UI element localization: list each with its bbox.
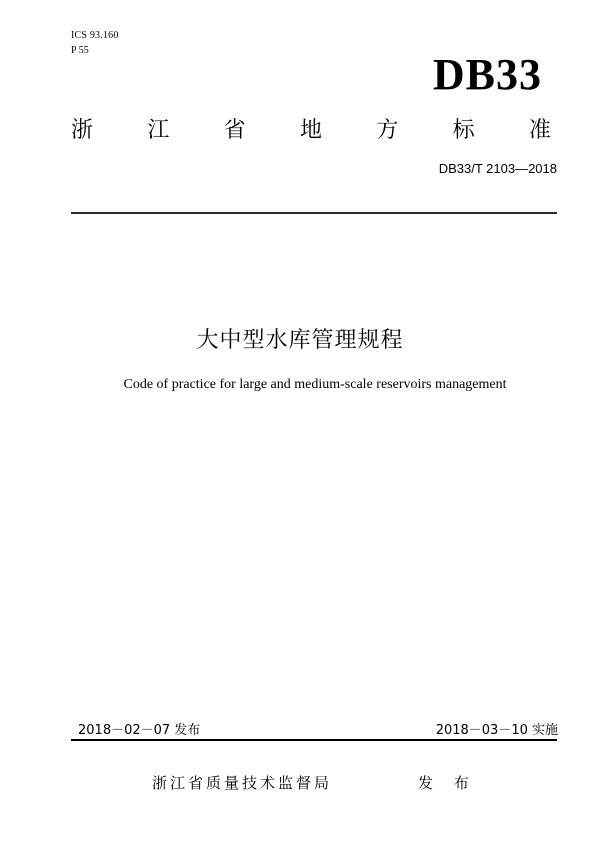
standard-type-char: 标 (452, 118, 475, 143)
standard-type-char: 浙 (71, 118, 94, 143)
issue-label: 发 布 (418, 774, 477, 792)
title-english: Code of practice for large and medium-scale reservoirs management (123, 377, 507, 392)
standard-type-char: 方 (376, 118, 399, 143)
bottom-divider (71, 739, 557, 741)
title-chinese: 大中型水库管理规程 (196, 328, 404, 353)
standard-type-char: 江 (147, 118, 170, 143)
ccs-number: P 55 (71, 45, 89, 56)
standard-logo: DB33 (432, 50, 542, 99)
standard-type-char: 省 (223, 118, 246, 143)
standard-type-char: 地 (299, 118, 322, 143)
issue-date: 2018－02－07 发布 (78, 723, 201, 738)
ics-number: ICS 93.160 (71, 30, 119, 41)
standard-type-heading (71, 116, 551, 146)
standard-code: DB33/T 2103—2018 (438, 161, 557, 176)
standard-type-char: 准 (528, 118, 551, 143)
implementation-date: 2018－03－10 实施 (435, 723, 558, 738)
top-divider (71, 212, 557, 214)
issuer-name: 浙江省质量技术监督局 (152, 774, 333, 792)
